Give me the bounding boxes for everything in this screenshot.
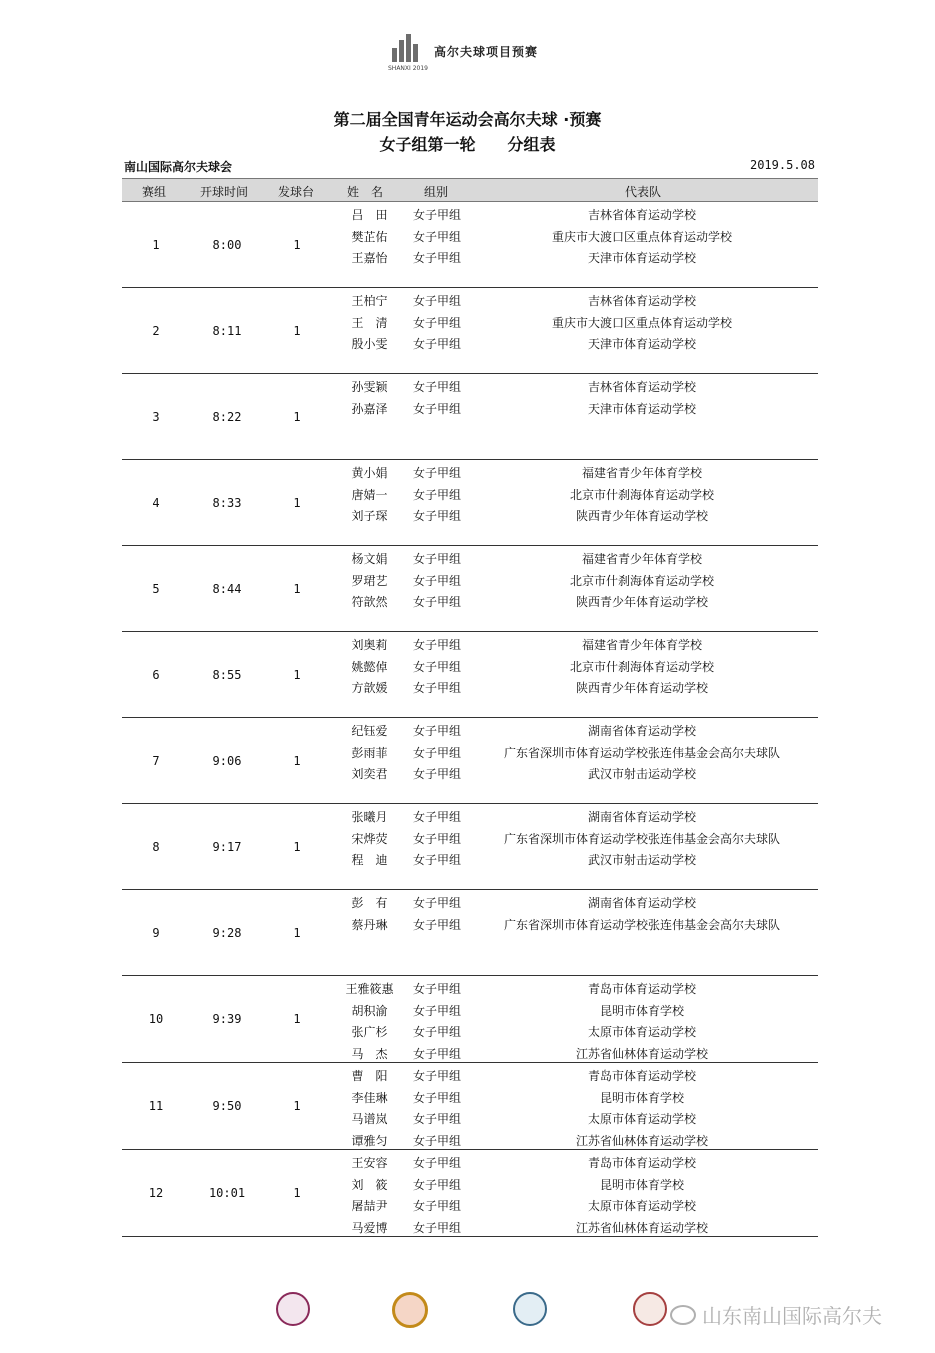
player-row — [122, 225, 818, 246]
col-tee-header: 发球台 — [278, 185, 315, 199]
page-subtitle: 女子组第一轮 分组表 — [379, 135, 556, 154]
player-division: 女子甲组 — [412, 315, 461, 330]
group-number: 4 — [152, 495, 160, 510]
player-name: 姚懿倬 — [351, 659, 388, 674]
player-name: 王嘉怡 — [351, 251, 388, 265]
tee-time: 8:11 — [212, 323, 242, 338]
player-row — [122, 805, 818, 826]
player-name: 宋烨荧 — [351, 831, 388, 846]
player-name: 杨文娟 — [351, 552, 388, 566]
player-division: 女子甲组 — [412, 853, 461, 867]
player-division: 女子甲组 — [412, 1133, 461, 1148]
player-division: 女子甲组 — [412, 1003, 461, 1018]
player-row — [122, 741, 818, 762]
player-row — [122, 397, 818, 418]
player-team: 吉林省体育运动学校 — [587, 208, 696, 222]
tee-time: 9:28 — [212, 925, 242, 940]
col-name-header: 姓 名 — [347, 185, 384, 199]
player-team: 太原市体育运动学校 — [587, 1025, 696, 1039]
player-division: 女子甲组 — [412, 1112, 461, 1126]
table-row-group — [122, 460, 818, 546]
player-team: 福建省青少年体育学校 — [581, 638, 702, 652]
tee-time: 9:50 — [212, 1099, 242, 1113]
player-team: 湖南省体育运动学校 — [587, 724, 696, 738]
player-row — [122, 483, 818, 504]
tee-time: 9:06 — [212, 753, 242, 768]
tee-number: 1 — [293, 839, 301, 854]
player-row — [122, 827, 818, 848]
player-row — [122, 203, 818, 224]
games-logo-icon: SHANXI 2019 — [388, 30, 428, 72]
player-team: 重庆市大渡口区重点体育运动学校 — [551, 315, 732, 330]
player-team: 广东省深圳市体育运动学校张连伟基金会高尔夫球队 — [503, 831, 780, 846]
player-division: 女子甲组 — [412, 251, 461, 265]
player-division: 女子甲组 — [412, 573, 461, 588]
tee-time: 8:22 — [212, 409, 242, 424]
tee-number: 1 — [293, 495, 301, 510]
player-name: 樊芷佑 — [351, 229, 388, 244]
player-division: 女子甲组 — [412, 595, 461, 609]
tee-number: 1 — [293, 1186, 301, 1200]
player-row — [122, 655, 818, 676]
player-name: 刘 筱 — [351, 1177, 388, 1192]
player-row — [122, 1107, 818, 1128]
player-team: 太原市体育运动学校 — [587, 1112, 696, 1126]
player-team: 昆明市体育学校 — [599, 1177, 684, 1192]
player-team: 福建省青少年体育学校 — [581, 466, 702, 480]
player-name: 刘奕君 — [351, 767, 388, 781]
player-team: 江苏省仙林体育运动学校 — [575, 1133, 708, 1148]
player-division: 女子甲组 — [412, 552, 461, 566]
player-division: 女子甲组 — [412, 1199, 461, 1213]
player-row — [122, 633, 818, 654]
player-division: 女子甲组 — [412, 831, 461, 846]
player-row — [122, 289, 818, 310]
player-division: 女子甲组 — [412, 466, 461, 480]
player-name: 吕 田 — [351, 208, 388, 222]
tee-number: 1 — [293, 1099, 301, 1113]
table-row-group — [122, 804, 818, 890]
player-division: 女子甲组 — [412, 810, 461, 824]
player-row — [122, 891, 818, 912]
player-name: 殷小雯 — [351, 337, 388, 351]
event-logo — [388, 30, 538, 72]
player-team: 青岛市体育运动学校 — [587, 1069, 696, 1083]
player-name: 马 杰 — [351, 1046, 388, 1061]
player-name: 张广杉 — [351, 1025, 388, 1039]
table-row-group — [122, 1063, 818, 1150]
player-division: 女子甲组 — [412, 229, 461, 244]
group-number: 2 — [152, 323, 160, 338]
player-row — [122, 504, 818, 525]
player-division: 女子甲组 — [412, 208, 461, 222]
page-title: 第二届全国青年运动会高尔夫球 ·预赛 — [333, 110, 602, 129]
player-division: 女子甲组 — [412, 1156, 461, 1170]
player-team: 天津市体育运动学校 — [587, 337, 696, 351]
player-division: 女子甲组 — [412, 638, 461, 652]
player-division: 女子甲组 — [412, 337, 461, 351]
player-team: 陕西青少年体育运动学校 — [575, 595, 708, 609]
player-team: 福建省青少年体育学校 — [581, 552, 702, 566]
player-team: 天津市体育运动学校 — [587, 401, 696, 416]
player-row — [122, 1216, 818, 1237]
player-team: 广东省深圳市体育运动学校张连伟基金会高尔夫球队 — [503, 745, 780, 760]
table-row-group — [122, 1150, 818, 1237]
player-row — [122, 1173, 818, 1194]
table-row-group — [122, 546, 818, 632]
player-row — [122, 1194, 818, 1215]
player-name: 孙雯颖 — [351, 380, 388, 394]
player-name: 程 迪 — [351, 853, 388, 867]
tee-time: 8:33 — [212, 495, 242, 510]
table-row-group — [122, 976, 818, 1063]
player-team: 湖南省体育运动学校 — [587, 896, 696, 910]
player-division: 女子甲组 — [412, 659, 461, 674]
event-date: 2019.5.08 — [749, 158, 815, 172]
player-division: 女子甲组 — [412, 724, 461, 738]
player-row — [122, 1042, 818, 1063]
player-row — [122, 375, 818, 396]
player-division: 女子甲组 — [412, 1090, 461, 1105]
player-team: 江苏省仙林体育运动学校 — [575, 1046, 708, 1061]
player-name: 王柏宁 — [351, 294, 388, 308]
table-row-group — [122, 202, 818, 288]
player-name: 方歆媛 — [351, 681, 388, 695]
nanshan-club-logo-icon — [633, 1292, 667, 1326]
player-name: 黄小娟 — [351, 466, 388, 480]
table-header — [122, 178, 818, 202]
tee-time: 8:44 — [212, 581, 242, 596]
player-team: 江苏省仙林体育运动学校 — [575, 1220, 708, 1235]
player-row — [122, 547, 818, 568]
player-row — [122, 1129, 818, 1150]
tee-number: 1 — [293, 1012, 301, 1026]
player-division: 女子甲组 — [412, 917, 461, 932]
group-number: 12 — [148, 1186, 164, 1200]
player-name: 孙嘉泽 — [351, 401, 388, 416]
player-team: 陕西青少年体育运动学校 — [575, 509, 708, 523]
player-team: 太原市体育运动学校 — [587, 1199, 696, 1213]
player-name: 王雅筱惠 — [345, 982, 394, 996]
tee-number: 1 — [293, 409, 301, 424]
player-division: 女子甲组 — [412, 487, 461, 502]
player-row — [122, 1064, 818, 1085]
player-team: 陕西青少年体育运动学校 — [575, 681, 708, 695]
player-row — [122, 913, 818, 934]
sports-bureau-logo-icon — [392, 1292, 428, 1328]
tee-number: 1 — [293, 581, 301, 596]
wechat-account-label: 山东南山国际高尔夫 — [702, 1304, 882, 1328]
player-name: 张曦月 — [351, 810, 388, 824]
col-team-header: 代表队 — [625, 185, 662, 199]
player-row — [122, 1020, 818, 1041]
player-division: 女子甲组 — [412, 1025, 461, 1039]
col-group-header: 赛组 — [142, 185, 167, 199]
player-name: 王 清 — [351, 315, 388, 330]
player-division: 女子甲组 — [412, 509, 461, 523]
tee-number: 1 — [293, 323, 301, 338]
player-row — [122, 762, 818, 783]
player-name: 马谱岚 — [351, 1112, 388, 1126]
wechat-icon — [670, 1305, 696, 1325]
player-name: 刘子琛 — [351, 509, 388, 523]
player-team: 北京市什刹海体育运动学校 — [569, 573, 714, 588]
player-row — [122, 848, 818, 869]
player-row — [122, 719, 818, 740]
player-team: 吉林省体育运动学校 — [587, 294, 696, 308]
tee-number: 1 — [293, 925, 301, 940]
table-row-group — [122, 632, 818, 718]
group-number: 11 — [148, 1099, 164, 1113]
player-division: 女子甲组 — [412, 294, 461, 308]
player-row — [122, 1151, 818, 1172]
group-number: 9 — [152, 925, 160, 940]
player-name: 刘奥莉 — [351, 638, 388, 652]
player-row — [122, 246, 818, 267]
event-label: 高尔夫球项目预赛 — [434, 44, 539, 59]
player-team: 青岛市体育运动学校 — [587, 1156, 696, 1170]
player-name: 符歆然 — [351, 595, 388, 609]
group-number: 7 — [152, 753, 160, 768]
player-row — [122, 977, 818, 998]
tee-time: 10:01 — [208, 1186, 246, 1200]
player-name: 胡积渝 — [351, 1003, 388, 1018]
player-team: 昆明市体育学校 — [599, 1090, 684, 1105]
golf-association-logo-icon — [276, 1292, 310, 1326]
player-team: 北京市什刹海体育运动学校 — [569, 659, 714, 674]
sponsor-footer — [0, 1292, 935, 1342]
table-row-group — [122, 890, 818, 976]
player-division: 女子甲组 — [412, 1177, 461, 1192]
group-number: 5 — [152, 581, 160, 596]
player-team: 北京市什刹海体育运动学校 — [569, 487, 714, 502]
player-division: 女子甲组 — [412, 401, 461, 416]
player-name: 彭 有 — [351, 896, 388, 910]
pairings-table — [122, 178, 818, 1237]
player-row — [122, 569, 818, 590]
player-division: 女子甲组 — [412, 896, 461, 910]
provincial-golf-logo-icon — [513, 1292, 547, 1326]
player-row — [122, 1086, 818, 1107]
player-name: 蔡丹琳 — [351, 917, 388, 932]
player-row — [122, 999, 818, 1020]
player-name: 罗珺艺 — [351, 573, 388, 588]
group-number: 6 — [152, 667, 160, 682]
player-division: 女子甲组 — [412, 380, 461, 394]
player-division: 女子甲组 — [412, 1220, 461, 1235]
player-team: 武汉市射击运动学校 — [587, 767, 696, 781]
player-name: 纪钰爱 — [351, 724, 388, 738]
player-team: 天津市体育运动学校 — [587, 251, 696, 265]
player-team: 昆明市体育学校 — [599, 1003, 684, 1018]
table-row-group — [122, 718, 818, 804]
player-name: 谭雅匀 — [351, 1133, 388, 1148]
player-name: 屠喆尹 — [351, 1199, 388, 1213]
player-row — [122, 311, 818, 332]
player-name: 曹 阳 — [351, 1069, 388, 1083]
col-time-header: 开球时间 — [200, 185, 249, 199]
player-division: 女子甲组 — [412, 767, 461, 781]
player-name: 彭雨菲 — [351, 745, 388, 760]
player-team: 广东省深圳市体育运动学校张连伟基金会高尔夫球队 — [503, 917, 780, 932]
group-number: 3 — [152, 409, 160, 424]
player-team: 武汉市射击运动学校 — [587, 853, 696, 867]
tee-time: 9:39 — [212, 1012, 242, 1026]
tee-number: 1 — [293, 237, 301, 252]
player-row — [122, 332, 818, 353]
venue-name: 南山国际高尔夫球会 — [124, 160, 233, 174]
player-team: 重庆市大渡口区重点体育运动学校 — [551, 229, 732, 244]
player-team: 吉林省体育运动学校 — [587, 380, 696, 394]
player-team: 湖南省体育运动学校 — [587, 810, 696, 824]
tee-number: 1 — [293, 667, 301, 682]
group-number: 10 — [148, 1012, 164, 1026]
player-division: 女子甲组 — [412, 1069, 461, 1083]
table-row-group — [122, 374, 818, 460]
player-division: 女子甲组 — [412, 1046, 461, 1061]
wechat-watermark — [670, 1300, 882, 1329]
tee-time: 9:17 — [212, 839, 242, 854]
player-division: 女子甲组 — [412, 982, 461, 996]
player-row — [122, 676, 818, 697]
player-division: 女子甲组 — [412, 681, 461, 695]
tee-number: 1 — [293, 753, 301, 768]
player-row — [122, 461, 818, 482]
player-name: 王安容 — [351, 1156, 388, 1170]
col-division-header: 组别 — [424, 185, 449, 199]
player-team: 青岛市体育运动学校 — [587, 982, 696, 996]
player-row — [122, 590, 818, 611]
player-name: 李佳琳 — [351, 1090, 388, 1105]
player-name: 马爱博 — [351, 1220, 388, 1235]
group-number: 8 — [152, 839, 160, 854]
tee-time: 8:00 — [212, 237, 242, 252]
table-row-group — [122, 288, 818, 374]
group-number: 1 — [152, 237, 160, 252]
tee-time: 8:55 — [212, 667, 242, 682]
player-division: 女子甲组 — [412, 745, 461, 760]
player-name: 唐婧一 — [351, 487, 388, 502]
